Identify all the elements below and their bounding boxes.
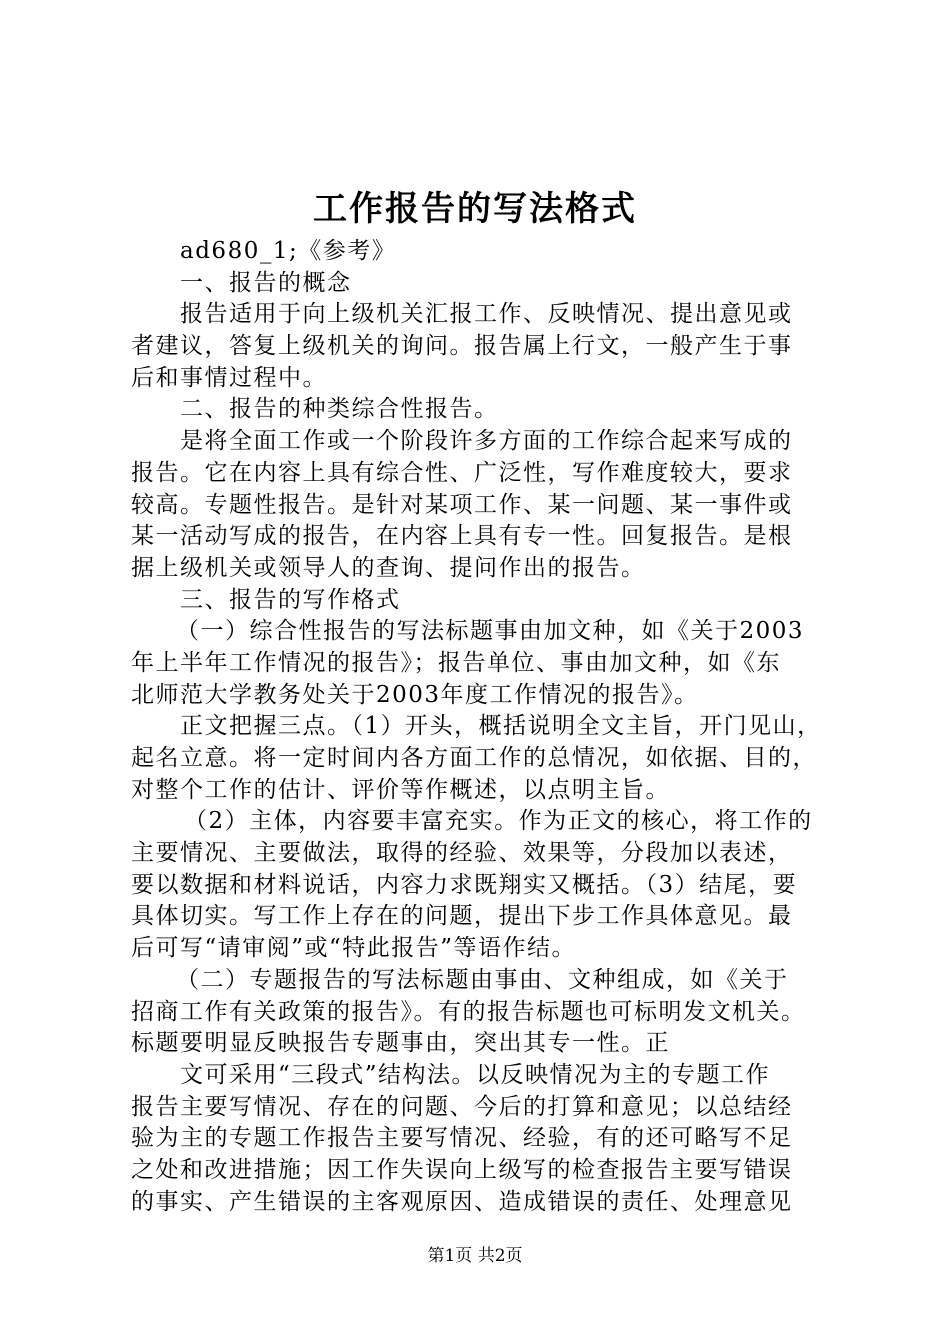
- body-line: 三、报告的写作格式: [180, 586, 401, 613]
- body-line: 较高。专题性报告。是针对某项工作、某一问题、某一事件或: [131, 491, 793, 518]
- body-line: 具体切实。写工作上存在的问题，提出下步工作具体意见。最: [131, 903, 793, 930]
- body-line: 某一活动写成的报告，在内容上具有专一性。回复报告。是根: [131, 523, 793, 550]
- body-line: 后和事情过程中。: [131, 364, 327, 391]
- body-line: 之处和改进措施；因工作失误向上级写的检查报告主要写错误: [131, 1156, 793, 1183]
- body-line: 起名立意。将一定时间内各方面工作的总情况，如依据、目的，: [131, 745, 817, 771]
- body-line: 对整个工作的估计、评价等作概述，以点明主旨。: [131, 776, 670, 803]
- body-line: 报告。它在内容上具有综合性、广泛性，写作难度较大，要求: [131, 459, 793, 486]
- body-line: 者建议，答复上级机关的询问。报告属上行文，一般产生于事: [131, 333, 793, 360]
- body-line: （一）综合性报告的写法标题事由加文种，如《关于2003: [176, 618, 805, 645]
- body-line: （2）主体，内容要丰富充实。作为正文的核心，将工作的: [184, 808, 813, 835]
- body-line: 后可写“请审阅”或“特此报告”等语作结。: [131, 935, 577, 962]
- body-line: 正文把握三点。（1）开头，概括说明全文主旨，开门见山，: [180, 713, 822, 740]
- body-line: 招商工作有关政策的报告》。有的报告标题也可标明发文机关。: [131, 998, 806, 1025]
- body-line: 标题要明显反映报告专题事由，突出其专一性。正: [131, 1030, 670, 1057]
- page-footer: 第1页 共2页: [427, 1246, 523, 1266]
- body-line: 主要情况、主要做法，取得的经验、效果等，分段加以表述，: [131, 840, 793, 867]
- body-line: 报告主要写情况、存在的问题、今后的打算和意见；以总结经: [131, 1093, 793, 1120]
- body-line: 一、报告的概念: [180, 269, 352, 296]
- body-line: 报告适用于向上级机关汇报工作、反映情况、提出意见或: [180, 301, 793, 328]
- body-line: 的事实、产生错误的主客观原因、造成错误的责任、处理意见: [131, 1188, 793, 1215]
- document-body: [131, 236, 836, 1218]
- body-line: 文可采用“三段式”结构法。以反映情况为主的专题工作: [180, 1061, 771, 1088]
- body-line: 验为主的专题工作报告主要写情况、经验，有的还可略写不足: [131, 1125, 793, 1152]
- body-line: 是将全面工作或一个阶段许多方面的工作综合起来写成的: [180, 428, 793, 455]
- body-line: （二）专题报告的写法标题由事由、文种组成，如《关于: [176, 966, 789, 993]
- body-line: 北师范大学教务处关于2003年度工作情况的报告》。: [131, 681, 699, 708]
- body-line: 据上级机关或领导人的查询、提问作出的报告。: [131, 554, 646, 581]
- body-line: 要以数据和材料说话，内容力求既翔实又概括。（3）结尾，要: [131, 871, 798, 898]
- body-line: 年上半年工作情况的报告》；报告单位、事由加文种，如《东: [131, 649, 781, 676]
- body-line: ad680_1;《参考》: [180, 238, 397, 264]
- body-line: 二、报告的种类综合性报告。: [180, 396, 499, 423]
- document-title: 工作报告的写法格式: [313, 189, 637, 229]
